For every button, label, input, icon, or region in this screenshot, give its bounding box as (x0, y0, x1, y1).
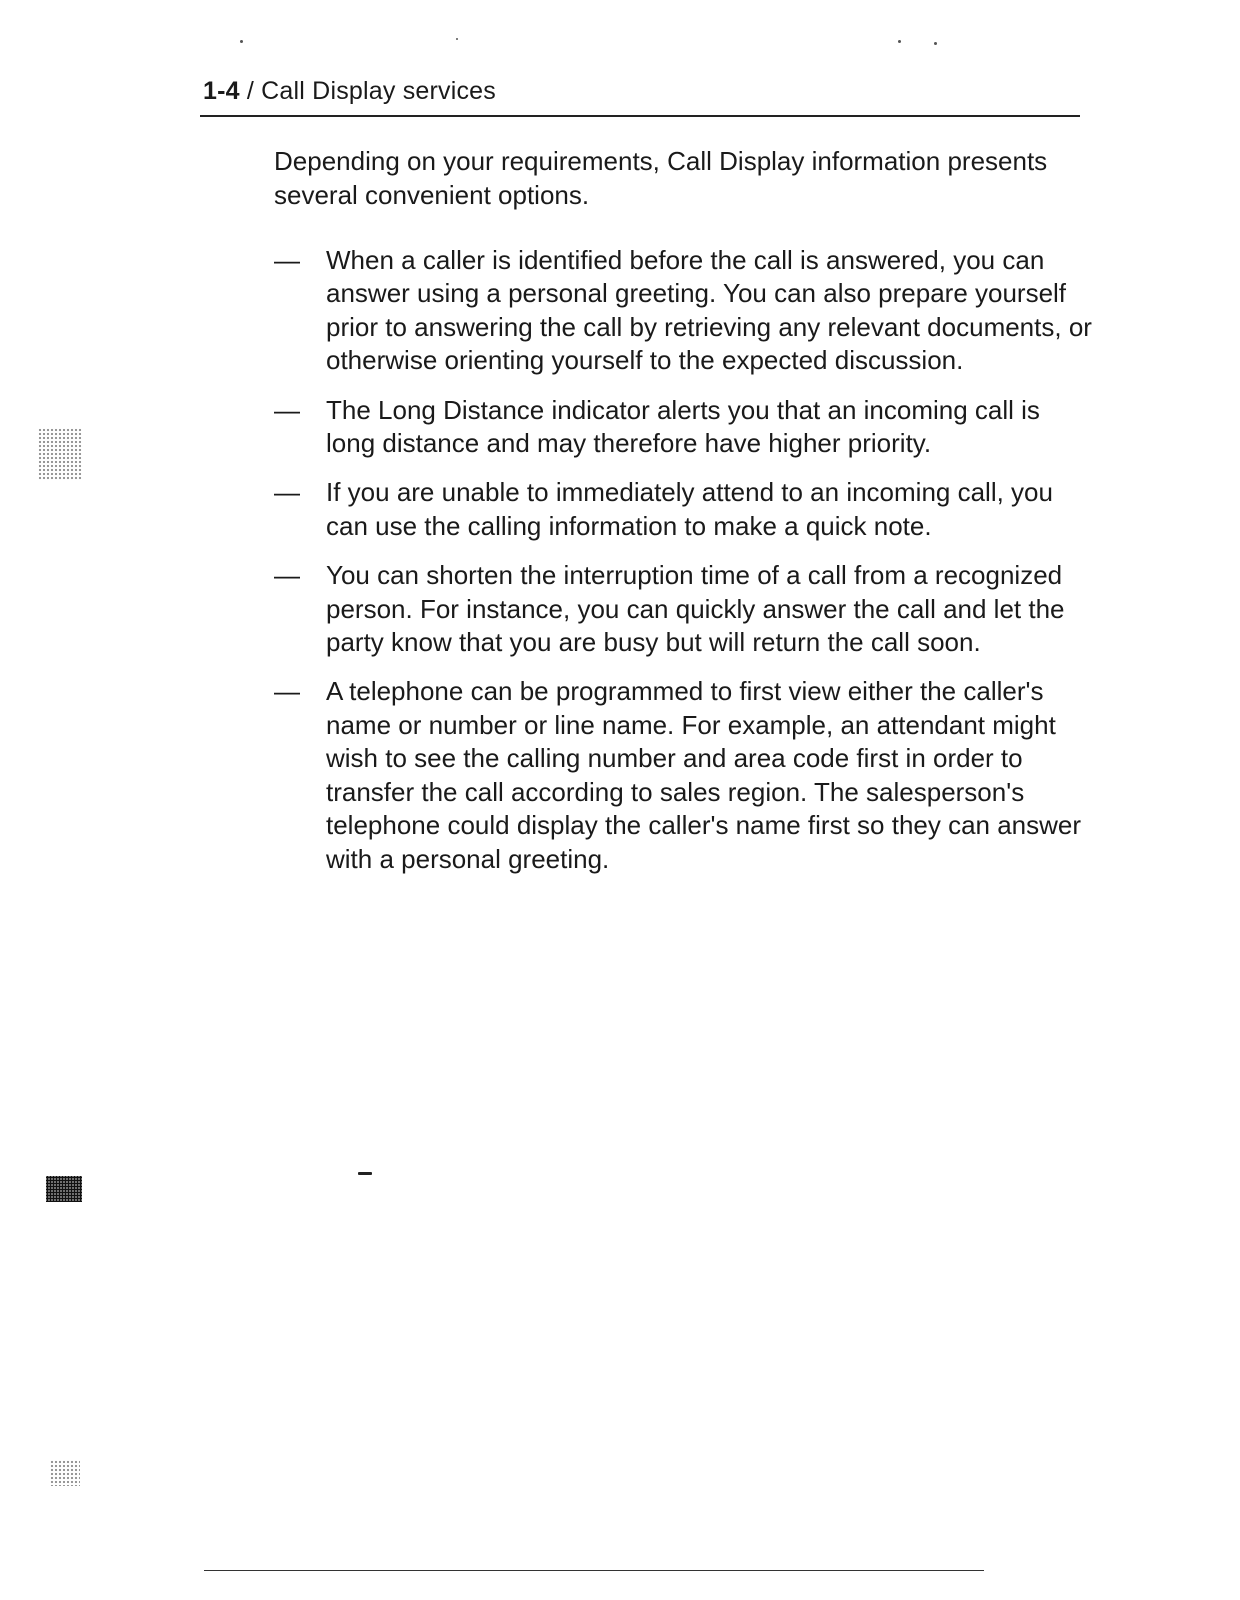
list-item (274, 394, 1094, 461)
page-header (203, 76, 1083, 106)
scan-speck (898, 40, 901, 43)
list-item-text: A telephone can be programmed to first view either the caller's name or number or line name. For example, an attendant might wish to see the calling number and area code first in order to transfer the call according to sales region. The salesperson's telephone could display the caller's name first so they can answer with a personal greeting. (326, 676, 1082, 874)
intro-paragraph: Depending on your requirements, Call Display information presents several convenient options. (274, 146, 1048, 210)
dash-marker: — (274, 560, 300, 591)
list-item (274, 476, 1094, 543)
list-item (274, 244, 1094, 378)
section-title: Call Display services (261, 77, 496, 105)
list-item (274, 559, 1094, 659)
header-rule (200, 115, 1080, 117)
list-item-text: You can shorten the interruption time of a call from a recognized person. For instance, you can quickly answer the call and let the party know that you are busy but will return the call soon. (326, 560, 1065, 658)
scan-speck (456, 38, 458, 40)
page-number: 1-4 (203, 77, 240, 105)
list-item-text: If you are unable to immediately attend to an incoming call, you can use the calling information to make a quick note. (326, 477, 1053, 541)
scan-speck (934, 42, 937, 45)
scan-mark (358, 1172, 372, 1175)
scan-speck (240, 40, 243, 43)
list-item (274, 675, 1094, 875)
header-separator: / (239, 77, 262, 105)
scan-blot (46, 1176, 82, 1202)
scan-stipple (38, 428, 82, 480)
dash-marker: — (274, 394, 300, 425)
dash-marker: — (274, 676, 300, 707)
list-item-text: When a caller is identified before the call is answered, you can answer using a personal greeting. You can also prepare yourself prior to answering the call by retrieving any relevant documents, or otherwise orienting yourself to the expected discussion. (326, 245, 1092, 376)
list-item-text: The Long Distance indicator alerts you that an incoming call is long distance and may therefore have higher priority. (326, 394, 1040, 459)
dash-marker: — (274, 245, 300, 275)
scan-stipple (50, 1460, 80, 1486)
options-list (274, 244, 1094, 892)
dash-marker: — (274, 477, 300, 508)
footer-rule (204, 1570, 984, 1571)
